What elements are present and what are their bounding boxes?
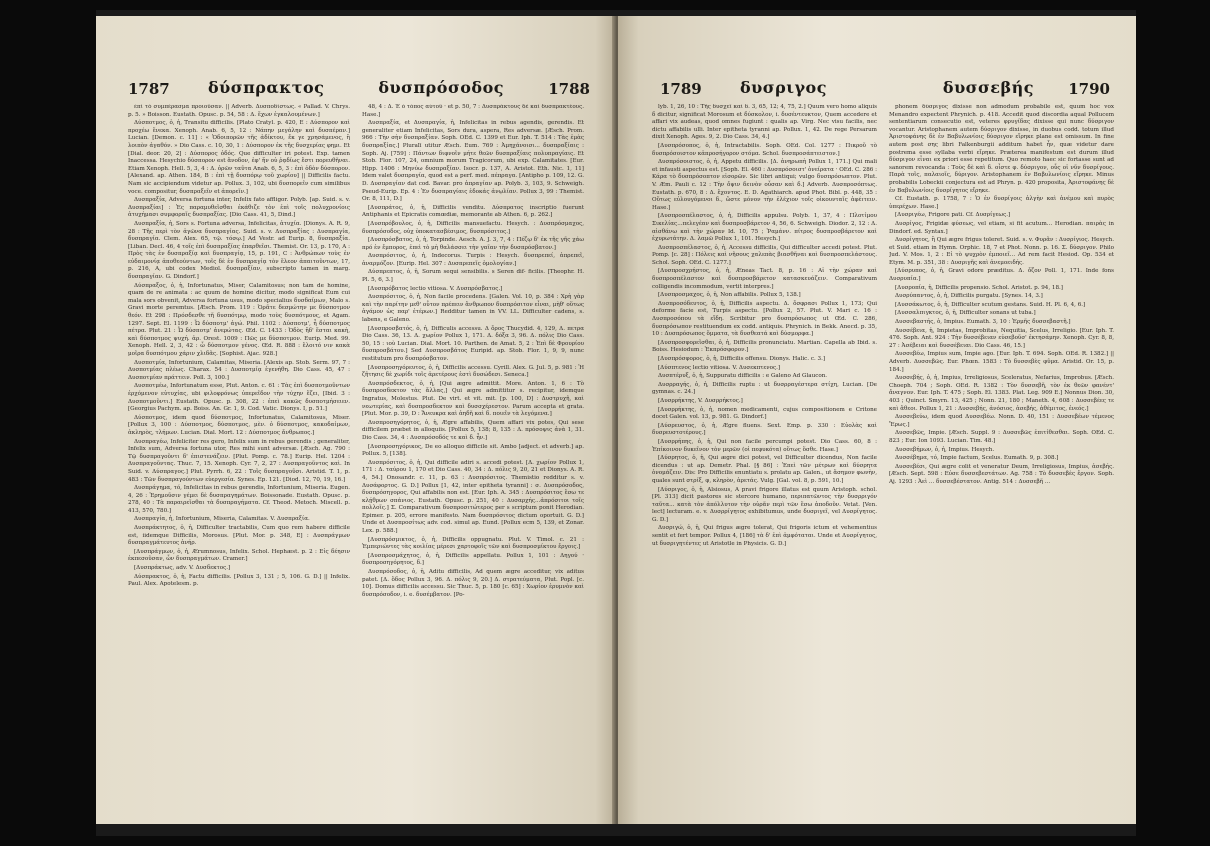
dictionary-entry: Δυσσεβέω, Impius sum, Impie ago. [Eur. Iph. T. 694. Soph. OEd. R. 1382.] || Adverb. Δυσσεβῶς. Eur. Phœn. 1583 : Τὸ δυσσεβὲς φῦμα. Aristid. Or. 15, p. 184.] <box>889 351 1114 373</box>
dictionary-entry: [Δυσπρόσμικτος, ὁ, ἡ, Difficilis oppugnatu. Plut. V. Timol. c. 21 : Ἐμπεριώντες τὰς κοιλίας μέρεσι χαρτοφοῖς τῶν καὶ δυσπροσμίκτου ἔργοις.] <box>362 536 584 551</box>
dictionary-entry: Δυσπρόσιτος, ὁ, ἡ, Non facile procedens. [Galen. Vol. 10, p. 384 : Χρὴ γὰρ καὶ τὴν παρίτην μεθ' οὗτον πρέπειν ἄνθρωπον δυσπρόσιτον εἶναι, μὴθ' οὕτως ἀγάμον ὡς παρ' ἐτέρων.] Redditur tamen in VV. LL. Difficulter cadens, s. labens, e Galeno. <box>362 294 584 324</box>
dictionary-entry: Δυσσεβαστής, ὁ, Impius. Eumath. 3, 10 : Ἑρμῆς δυσσεβαστῆ.] <box>895 319 1071 326</box>
dictionary-entry: [Δύσριγος, ὁ, ἡ, Alsiosus, A pravi frigore illatus est quum Aristoph. schol. [Pl. 313] dicit pastores sic stercore humano, περιπατῶντος τὴν δυσρριγόν ταῦτα... κατὰ τὸν ἀπόλλυτον τὴν οὐρᾶν περὶ τῶν ἔσω ἀποδοῦν. Vetat. [Ven. lect] lecturam. e. v. Δυσρρίγητος exhibitumus, unde δυσριγεῖ, vel Δυσρίγητος. G. D.] <box>652 486 877 523</box>
right-page <box>618 16 1136 824</box>
dictionary-entry: 48, 4 : Δ. Ἑ ὁ τόπος αὐτοῦ · et p. 50, 7 : Δυσπράκτους δὲ καὶ δυσπρακτέους. Hase.] <box>362 104 584 118</box>
dictionary-entry: Δυσσεβέσι, Qui ægre colit et veneratur Deum, Irreligiosus, Impius, ἀσεβής. [Æsch. Sept. 598 : Εὐσε δυσσεβεστάτων. Ag. 758 : Τὸ δυσσεβὲς ἔργον. Soph. Aj. 1293 : Ἀεὶ ... δυσσεβέστατον. Antig. 514 : Δυσσεβῆ ... <box>889 463 1114 485</box>
dictionary-entry: [Δυσπροσμαχος, ὁ, ἡ, Non affabilis. Pollux 5, 138.] <box>658 292 801 299</box>
dictionary-entry: [Δυσσαλπιγκτος, ὁ, ἡ, Difficulter sonans ut tuba.] <box>895 310 1036 317</box>
dictionary-entry: Δυσσεβήμων, ὁ, ἡ, Impius. Hesych. <box>895 446 995 453</box>
dictionary-entry: Δυσρίγητος, ἢ Qui ægre frigus toleret. Suid. s. v. Φυρᾶν : Δυσρίγιος. Hesych. et Suid. etiam in Hymn. Orphic. 18, 7 et Phot. Nonn. p. 16. Σ. δύσριγον. Philo Jud. V. Mos. 1, 2 : Εἰ τὸ ψυχρὸν ἐμποιεῖ... Ad rem facit Hesiod. Op. 534 et Etym. M. p. 351, 38 : Δυσριγῆς καὶ ἀνεμοειδής. <box>889 237 1114 266</box>
text-column <box>889 104 1114 792</box>
dictionary-entry: Δυσπράκτητος, ὁ, ἡ, Difficulter tractabilis, Cum quo rem habere difficile est, iidemque Difficilis, Morosus. [Plut. Mor. p. 348, E] : Δυσπράγμων δυσπραγμάτευτος ἀνήρ. <box>128 525 350 547</box>
dictionary-entry: Δυσποτμία, Infortunium, Calamitas, Miseria. [Alexis ap. Stob. Serm. 97, 7 : Δυσποτμίας πλέως. Charax. 54 : Δυσποτμίᾳ ἐγενήθη. Dio Cass. 45, 47 : Δυσποτμίαν πράττειν. Poll. 3, 100.] <box>128 359 350 381</box>
dictionary-entry: Δυσσέβεια, ἡ, Impietas, Improbitas, Nequitia, Scelus, Irreligio. [Eur. Iph. T. 476. Soph. Ant. 924 : Τὴν δυσσέβειαν εὐσεβοῦσ' ἐκτησάμην. Xenoph. Cyr. 8, 8, 27 : Ἀσέβειαι καὶ δυσσέβειαι. Dio Cass. 46, 15.] <box>889 327 1114 349</box>
dictionary-entry: Δυσπραξία, et Δυσπραγία, ἡ, Infelicitas in rebus agendis, gerendis. Et generaliter etiam Infelicitas, Sors dura, aspera, Res adversæ. [Æsch. Prom. 966 : Τὴν σὴν δυσπραξίαν. Soph. OEd. C. 1399 et Eur. Iph. T. 514 : Τὰς ἐμὰς δυσπραξίας.] Pluralī utitur Æsch. Eum. 769 : Ἀμηχάνοισι... δυσπραξίαις : Soph. Aj. [759] : Πάντων διφνοῖν μήτε θεῶν δυσπραξίαις πολυπραγίαις. Et Stob. Flor. 107, 24, omnium morum Tragicorum, ubi exp. Calamitates. [Eur. Hipp. 1406 : Μηνύω δυσπραξίαν. Isocr. p. 137, A. Aristot. Eth. Nic. 1, 11] Idem valet δυσπραγία, quod est a perf. med. πέπραγα. [Antipho p. 109, 12. G. D. Δυσπραγίαν dat cod. Bavar. pro ἀπραγίαν ap. Polyb. 3, 103, 9. Schweigh. Pseud-Eurip. Ep. 4 : Ἐν δυσπραγίαις ἐδοκάς ἀνῳλίαν. Pollux 3, 99 : Themist. Or. 8, 111, D.] <box>362 120 584 203</box>
dictionary-entry: Δυσποτμέω, Infortunatum esse, Plut. Anton. c. 61 : Τὰς ἐπὶ δυσποτμοῦντων ἐρχόμενον εὐτυχίας, ubi φιλοφρόνως ὑπερεῖδον τὴν τύχην ἔζει, [Ibid. 3 : Δυσποτμοῦντι.] Eustath. Opusc. p. 308, 22 : ἐπεὶ κακῶς δυσποτμήσειεν. [Georgius Pachym. ap. Boiss. An. Gr. 1, 9. Cod. Vatic. Dionys. I, p. 51.] <box>128 383 350 413</box>
dictionary-entry: Δύσποτμος, ὁ, ἡ, Transitu difficilis. [Plato Cratyl. p. 420, E : Δύσπορον καὶ προχέω ἔνεκα. Xenoph. Anab. 6, 5, 12 : Νάπην μεγάλην καὶ δυσπέραν.] Lucian. [Demon. c. 11] : « Ὁδοιπορῶν τῆς ἀδίκτου, ἔκ γε χρησάμενος, ἢ λοιπὸν ἀγαθόν. » Dio Cass. c. 10, 30, 1 : Δύσπορον ἐκ τῆς δυσχερίας φημι. Et [Dial. deor. 20, 2] : Δύσπορος ὁδός. Que difficulter iri potest. Exp. tamen Inaccessa. Hesychio δύσπορον est ἄνοδον, ἐφ' ἥν οὐ ῥᾳδίως ἔστι πορευθῆναι. Etiam Xenoph. Hell. 5, 3, 4 : Δ. ὀρῶν ταῦτα Anab. 6, 5, 3 : ἐπὶ ὁδὸν δύσπορον. [Alexand. ap. Athen. 184, B : ἐπὶ τῇ δυσπόρῳ τοῦ χωρίου] || Difficilis factu. Nam sic accipiendum videtur ap. Pollux. 3, 102, ubi δυσπορεῖν cum similibus voce. compositur, δυσπραξεῖν et ἀπορεῖν.] <box>128 120 350 195</box>
page-number: 1788 <box>548 80 590 98</box>
dictionary-entry: [Δυσπροσπέλαστος, ὁ, ἡ, Difficilis appulsu. Polyb. 1, 37, 4 : Πλοτίμου Σικελίας...πελεγέαν καὶ δυσπροσβάρετον 4, 56, 6. Schweigh. Diodor. 2, 12 : Δ. αἰσθάνω καὶ τὴν χώραν Id. 10, 75 ; Ῥαμάνν. πίτρος δυσπροσβάρετον καὶ ἐχυρωτάτην. Δ. λαμῶ Pollux 1, 101. Hesych.] <box>652 213 877 243</box>
dictionary-entry: Δυσπραγέω, Infeliciter res gero, Infelix sum in rebus gerendis ; generaliter, Infelix sum, Adversa fortuna utor, Res mihi sunt adversæ. [Æsch. Ag. 790 : Τῷ δυσπραγοῦντι δ' ἐπιστενάζειν. [Plut. Pomp. c. 78.] Eurip. Hel. 1204 : Δυσπραγοῦντας. Thuc. 7, 15. Xenoph. Cyr. 7, 2, 27 : Δυσπραγοῦντος καὶ. In Suid. v. Δύσπραγος.] Plut. Pyrrh. 6, 22 : Τοῖς δυσπραγοῦσι. Aristid. T. 1, p. 483 : Τῶν δυσπραγούντων εὐεργεσία. Synes. Ep. 121. [Diod. 12, 70, 19, 16.] <box>128 438 350 483</box>
dictionary-entry: [Δύσρητος, ὁ, ἡ, Qui ægre dici potest, vel Difficulter dicendus, Non facile dicendus : ut ap. Demetr. Phal. [§ 86] : Ἐπεὶ τῶν μέτρων καὶ δύσρητα ὀνομάζειν. Dis: Pro Difficilis enuntiatu s. prolatu ap. Galen., ut ἄσημον φωνὴν, quales sunt στρίξ, φ, κληρὸν, ἀρετάς. Vulg. [Gal. vol. 8, p. 591, 10.] <box>652 455 877 484</box>
dictionary-entry: Δύσποτμος, idem quod δύσποτμος, Infortunatus, Calamitosus, Miser. [Pollux 3, 100 : Δύσποτμος, δύσποτμος, μὲν. ὁ δύσποτμος, κακοδαίμων, ἀκληρὸς, τλήμων. Lucian. Dial. Mort. 12 : Δύσποτμος ἄνθρωπος.] <box>128 414 350 436</box>
running-headword: δυσριγος <box>740 78 827 97</box>
left-page-header <box>122 78 590 100</box>
dictionary-entry: Δυσπροσπέλαστος, ὁ, ἡ, Accessu difficilis, Qui difficulter accedi potest. Plut. Pomp. [c. 28] : Πόλεις καὶ νῆσους χαλεπὰς βιασθῆναι καὶ δυσπροσπελάστους. Schol. Soph. OEd. C. 1277.] <box>652 244 877 266</box>
dictionary-entry: lyb. 1, 26, 10 : Τῆς δυσχεῖ καὶ δ. 3, 65, 12; 4, 75, 2.] Quum vero homo aliquis δ dicitur, significat Morosum et δύσκολον, i. δυσέντευκτον, Quem accedere et affari vix audeas, quod omnes fugiunt : qualis ap. Virg. Nec visu facilis, nec dictu affabilis ulli. Inter epitheta tyranni ap. Pollux. 1, 42. De rege Persarum dixit Xenoph. Ages. 9, 2. Dio Cass. 34, 4.] <box>652 104 877 141</box>
dictionary-entry: Δυσρύπαντος, ὁ, ἡ, Difficilis purgatu. [Synes. 14, 3.] <box>895 293 1043 300</box>
dictionary-entry: [Δυσπράκτως, adv. V. Δυσδεκτος.] <box>134 565 231 572</box>
dictionary-entry: ἐπὶ τὸ συμπέρασμα προιοῦσαν. || Adverb. Δυσποδίστως. « Pallad. V. Chrys. p. 5. » Boisson. Eustath. Opusc. p. 54, 58 : Δ. ἔχων ἐγκαλουμένων.] <box>128 104 350 118</box>
dictionary-entry: Δυσπράγημα, τό, Infelicitas in rebus gerendis, Infortunium, Miseria. Eugen. 4, 26 : Ἐρημοῦσιν γέμει δὲ δυσπραγημάτων. Boissonade. Eustath. Opusc. p. 278, 40 : Τὰ παραιρεῖσθαι τὰ δυσπραγήματα. Cf. Theod. Metoch. Miscell. p. 413, 570, 780.] <box>128 485 350 514</box>
open-book <box>96 10 1136 836</box>
dictionary-entry: [Δυσπροσχρήστος, ὁ, ἡ, Æneas Tact. 8, p. 16 : Αἱ τὴν χώραν καὶ δυσπροσπέλαστον καὶ δυσπροσβάρετον κατασκευάζειν. Comparativum colligendis incommodum, vertit interpres.] <box>652 268 877 290</box>
dictionary-entry: phonem δύσριγος dixisse non admodum probabile est, quum hoc vox Menandro expectent Phrynich. p. 418. Accedit quod discordia aqual Pollucem sententiarum consecutio est, veteres φρυγίδας dixisse qui nunc δύσριγον vocantur. Aristophanem autem δύσριγον dixisse, in duobus codd. totum illud Ἀριστοφάνης δὲ ἐν Βαβυλωνίοις δύσριγον εἴρηκε plane est omissum. In fine autem post σης libri Falkenburgii additum habet ἦν, quæ videtur dare postrema esse syllaba verbi εἴρηκε. Præterea manifestum est durum illud δύσριγον εἶναι ex priori esse repetitum. Quo remoto haec sic fortasse sunt ad sanorem revocanda : Τοὺς δὲ καὶ δ. οἶστε φ. δύσριγον, οὖς οἱ νῦν δυσρίγους. Παρὰ τοῖς, παλαιοῖς, δύριγον. Aristophanem ἐν Βαβυλωνίοις εἴρηκε. Minus probabilis Lobeckii conjectura est ad Phryn. p. 420 proposita, Ἀριστοφάνης δὲ ἐν Βαβυλωνίοις δυσρίγητος εἴρηκε. <box>889 104 1114 194</box>
text-column <box>128 104 350 792</box>
dictionary-entry: [Δυσπρόσβατος, ὁ, ἡ, Torpinde. Aesch. A. J. 3, 7, 4 : Πέζῳ δ' ἐκ τῆς γῆς χάω πρό ἑν ἔμπορος, ἐπεὶ τὸ μὴ θαλάσσει τὴν γαῖαν τὴν δυσπρόσβατον.] <box>362 237 584 251</box>
running-headword: δυσσεβής <box>942 78 1034 97</box>
dictionary-entry: [Δυσροπία, ἡ, Difficilis propensio. Schol. Aristot. p. 94, 18.] <box>895 284 1063 291</box>
dictionary-entry: [Δύσπτενος lectio vitiosa. V. Δυσεκπτενος.] <box>658 364 781 371</box>
dictionary-entry: [Δυσπροσηγόρικος, De eo alloquo difficile sit. Ambo [adject. et adverb.] ap. Pollux. 5, [138]. <box>362 443 584 458</box>
dictionary-entry: [Δυσπρόβατος lectio vitiosa. V. Δυσπρόσβατος.] <box>368 285 503 292</box>
right-page-header <box>644 78 1110 100</box>
dictionary-entry: [Δυσσάκωτος, ὁ, ἡ, Difficulter scutum gestans. Suid. H. Pl. 6, 4, 6.] <box>895 301 1086 308</box>
right-page-columns <box>652 104 1114 792</box>
dictionary-entry: Cf. Eustath. p. 1758, 7 : Ὁ ἐν δυσρίγοις ἀλγὴν καὶ ἀνέμου καὶ πυρὸς ὑπερέχων. Hase.] <box>889 196 1114 210</box>
dictionary-entry: Δυσριγώ, ὁ, ἡ, Qui frigus ægre tolerat, Qui frigoris ictum et vehementius sentit et fert tempor. Pollux 4, [186] τὰ δ' ἐπὶ ἀμφόταται. Unde et Δυσρίγητος, ut δυσριγητέντες ut Aristotle in Physicis. G. D.] <box>652 525 877 547</box>
dictionary-entry: [Δυσρρήπης, ὁ, ἡ, Qui non facile percumpi potest. Dio Cass. 60, 8 : Ἐπίκοινον δυκεῖνον τὸν μερῶν (οἱ πεφυκότα) οὕτως ὅσθε. Hase.] <box>652 438 877 453</box>
dictionary-entry: [Δυσπράγμων, ὁ, ἡ, Ærumnosus, Infelix. Schol. Hephæst. p. 2 : Εἰς δέησιν ἐκπεσοῦσαν, ὧν δυσπραγμάτων. Cramer.] <box>128 548 350 563</box>
dictionary-entry: Δυσρίγος, Frigidæ φύσεως, vel etiam, si fit acutum... Herodian. παιρὰς in Dindorf. ed. Syntax.] <box>889 220 1114 235</box>
dictionary-entry: Δυσπτέρυξ, ὁ, ἡ, Suppuratu difficilis : e Galeno Ad Glaucon. <box>658 373 828 380</box>
text-column <box>652 104 877 792</box>
dictionary-entry: [Δυσπρόσφορος, ὁ, ἡ, Difficilis offensu. Dionys. Halic. c. 3.] <box>658 356 826 362</box>
dictionary-entry: Δυσρραγής, ὁ, ἡ, Difficilis ruptu : ut δυσρραγέστερα στίχη, Lucian. [De gymnas. c. 24.] <box>652 381 877 396</box>
page-number: 1789 <box>660 80 702 98</box>
dictionary-entry: Δυσπρόσοιστος, ὁ, ἡ, Appetu difficilis. [Δ. ἀνηρωπὴ Pollux 1, 171.] Qui mali et infausti aspectus est. [Soph. El. 460 : Δυσπρόσοιστ' ὀνείρατα · OEd. C. 286 : Κάρα τὸ δυσπρόσοπτον εἰσορῶν. Sic libri antiqui; vulgo δυσπρόσωπτον. Plut. V. Æm. Pauli c. 12 : Τὴν ὄψιν δεινὸν οὖσαν καὶ δ.] Adverb. Δυσπροσόπτως. Eustath. p. 670, 8 : Δ. ἔχοντος. E. D. Agathiarch. apud Phot. Bibl. p. 448, 35 : Οὔτως εὐλουγόμενοι δ., ὥστε μόνον τὴν ἐλέχιον τοῖς οἰκουνταῖς ἀφέιτειν. Hase.] <box>652 159 877 211</box>
running-headword: δυσπρόσοδος <box>378 78 504 97</box>
dictionary-entry: [Δυσπρόβουλος, ὁ, ἡ, Difficilis mansuefactu. Hesych. : Δυσπρόσμαχος, δυσπρόσοδος, οὐχ ὑποκατασβέσιμος, δυσπρόσιτος.] <box>362 220 584 235</box>
dictionary-entry: Δύσπρεπτος, ὁ, ἡ, Sorum sequi sensibilis. s Seren dif- ficilis. [Theophr. H. Pl. 5, 6, 3.] <box>362 269 584 284</box>
dictionary-entry: [Δύσρυπος, ὁ, ἡ, Gravi odore præditus. Δ. ὄζον Poll. 1, 171. Inde fons Δυσρυπία.] <box>889 268 1114 283</box>
dictionary-entry: Δυσπραξία, Adversa fortuna inter, Infelix fato affligor. Polyb. [ap. Suid. s. v. Δυσπραξίαι] : Ἐς παραμυθεῖσθαι ἐκάθιζε τὸν ἐπὶ τοῖς πολυχρονίοις ἀτυχήμασι συμφοραῖς δυσπραξίας. [Dio Cass. 41, 5, Dind.] <box>128 197 350 219</box>
dictionary-entry: Δυσπραξία, ἡ, Sors s. Fortuna adversa, Infelicitas, ἀτυχία. [Dionys. A. R. 9, 28 : Τῆς περὶ τὸν ἀγῶνα δυσπραγίας. Suid. s. v. Δυσπραξίας : Δυσπραγία, δυσπραγία. Clem. Alex. 65, τῷ. τόσῳ.] Ad Vestr. ad Eurip. 8, δυσπραξία. [Liban. Decl. 46, 4 τοῖς ἐπὶ δυσπραξίας ἐπαρθεῖσι. Themist. Or. 13, p. 170, A : Πρὸς τὰς ἐν δυσπραξίᾳ καὶ δυσπραγίᾳ, 15, p. 191, C : Ἀνθρώπων τοὺς ἐν εὐδαιμονίᾳ ἀποθεούντων, τοῖς δὲ ἐν δυσπραγίᾳ τὸν ἔλεον ἀπαιτοῦντων, 17, p. 216, A, ubi codex Mediol. δυσπραξίαν, subscripto tamen in marg. δυσπραγίαν. G. Dindorf.] <box>128 220 350 281</box>
text-column <box>362 104 584 792</box>
dictionary-entry: [Δυσπρόσοπος, ὁ, ἡ, Intractabilis. Soph. OEd. Col. 1277 : Πικροῦ τὸ δυσπρόσοιστον κἀπροσήγορον στόμα. Schol. δυσπροσάπτειστον.] <box>652 142 877 157</box>
page-number: 1787 <box>128 80 170 98</box>
left-page <box>96 16 616 824</box>
dictionary-entry: Δυσσεβής, ὁ, ἡ, Impius, Irreligiosus, Sceleratus, Nefarius, Improbus. [Æsch. Choeph. 704 ; Soph. OEd. R. 1382 : Τὸν δυσσεβῆ, τὸν ἐκ θεῶν φανέντ' ἄναγνον. Eur. Iph. T. 475 ; Soph. El. 1383. Plat. Leg. 909 E.] Nonnus Dion. 30, 403 ; Quinct. Smyrn. 13, 425 ; Nonn. 21, 180 ; Maneth. 4, 608 : Δυσσεβέες τε καὶ ἄθεοι. Pollux 1, 21 : Δυσσεβής, ἀνόσιος, ἀσεβής, ἀθέμιτος, ἐνεός.] <box>889 375 1114 412</box>
dictionary-entry: Δυσσέβημα, τό, Impie factum, Scelus. Eumath. 9, p. 308.] <box>895 455 1059 462</box>
dictionary-entry: Δύσπρακτος, ὁ, ἡ, Factu difficilis. [Pollux 3, 131 ; 5, 106. G. D.] || Infelix. Paul. Alex. Apotelesm. p. <box>128 573 350 588</box>
page-number: 1790 <box>1068 80 1110 98</box>
dictionary-entry: Δυσπρόσιτος, ὁ, ἡ, Indecorus. Turpis : Hesych. δυσπρεπεί, ἀπρεπεῖ, ἀναρμόζον. [Eurip. Hel. 307 : Δυσπρεπεῖς ὁμολογίαν.] <box>362 253 584 267</box>
dictionary-entry: Δυσπροσηγόρητος, ὁ, ἡ, Ægre affabilis, Quem affari vix potes, Qui sese difficilem præbet in alloquiis. [Pollux 5, 138; 8, 135 : Δ. πρόσοψις ἀνὰ 1, 31. Dio Cass. 34, 4 : Δυσπρόσοδός τε καὶ δ. ἦν.] <box>362 419 584 441</box>
dictionary-entry: Δυσπραγία, ἡ, Infortunium, Miseria, Calamitas. V. Δυσπραξία. <box>134 516 310 523</box>
dictionary-entry: [Δύσρευστος, ὁ, ἡ, Ægre fluens. Sext. Emp. p. 330 : Εὐολὰς καὶ δυσρευστοτέρους.] <box>652 422 877 437</box>
dictionary-entry: Δυσσεβεύω, idem quod Δυσσεβέω. Nonn. D. 40, 151 : Δυσσεβέων τέμενος Ἔρως.] <box>889 414 1114 428</box>
dictionary-entry: [Δυσπροσμάχητος, ὁ, ἡ, Difficilis appellatu. Pollux 1, 101 : Δηγού · δυσπροσηγόρητος, δ.] <box>362 552 584 567</box>
dictionary-entry: Δυσπρόσοδος, ὁ, ἡ, Aditu difficilis, Ad quem ægre acceditur, vix aditus patet. [Δ. ὅδος Pollux 3, 96. Δ. πόλις 9, 20.] Δ. στρατεύματα, Plut. Popl. [c. 10]. Domus difficilis accessu. Sic Thuc. 5, p. 180 [c. 65] : Χωρίον ἐρυμνὸν καὶ δυσπρόσοδον, i. e. δυσέμβατον. [Po- <box>362 569 584 598</box>
dictionary-entry: Δύσπραξος, ὁ, ἡ, Infortunatus, Miser, Calamitosus; non tam de homine, quam de re animata : ac quum de homine dicitur, modo significat Eum cui mala sors obvenit, Adversa fortuna usus, modo specialius δυσδαίμων, Malo s. Gravi morte peremtus. [Æsch. Prom. 119 : Ὁρᾶτε δεσμώτην με δύσποτμον θεόν. Et 298 : Πρόσδεσθε τῆ δυσπότμῳ, modo τοὺς δυσπότμους, et Agam. 1297. Sept. El. 1199 : Ὦ δύσποτμ' ἀγώ. Phil. 1102 : Δύσποτμ', ἦ δύσποτμος πέτρα. Plut. 21 : Ὦ δύσποτμ' ἀνερώτας. Œd. C. 1433 : Ὀδὸς ἥδ' ἔσται κακὴ, καὶ δύσποτμος ψυχή. ἀρ. Orest. 1009 : Πῶς με δύσποτμον. Eurip. Med. 99. Xenoph. Hell. 2, 3, 42 : ὦ δύσποτμον γένος. Œd. R. 888 : ἔλοιτό νιν κακὰ μοῖρα δυσπότμου χάριν χλιδᾶς. [Sophist. Ajac. 928.] <box>128 282 350 357</box>
running-headword: δύσπρακτος <box>208 78 325 97</box>
dictionary-entry: [Δυσπροσφορεῖσθαι, ὁ, ἡ, Difficilis pronunciatu. Martian. Capella ab Ibid. s. Boiss. Hesiodum : Ἐκπρόσφορον.] <box>652 339 877 354</box>
dictionary-entry: Δυσπροσόδευτος, ὁ, ἡ, Difficilis aspectu. Δ. ὅσφρασι Pollux 1, 173; Qui deforme facie est, Turpis aspectu. [Pollux 2, 57. Plut. V. Mari c. 16 : Δυσπροσόπου τὰ εἴδη. Scribitur pro δυσπρόσωπος ut Œd. C. 286, δυσπρόσωπον restituendum ex codd. antiquis. Phrynich. in Bekk. Anecd. p. 35, 10 : Δυσπρόσωπος ὄμματα, τὰ δυσθεατά καὶ δύσμορφα.] <box>652 300 877 338</box>
dictionary-entry: Δυσσεβῶς, Impie. [Æsch. Suppl. 9 : Δυσσεβῶς ἐπιτίθεσθαι. Soph. OEd. C. 823 ; Eur. Ion 1093. Lucian. Tim. 48.] <box>889 430 1114 444</box>
dictionary-entry: [Δυσριγέω, Frigore pati. Cf. Δυσρίγεως.] <box>895 212 1011 219</box>
left-page-columns <box>128 104 584 792</box>
dictionary-entry: Δυσπρόσιτος, ὁ, ἡ, Qui difficile adiri s. accedi potest. [Δ. χωρίον Pollux 1, 171 : Δ. ταύρου 1, 170 et Dio Cass. 40, 34 : Δ. πόλις 9, 20, 21 et Dionys. A. R. 4, 54.] Onosandr. c. 11, p. 63 : Δυσπρόσιτος. Themistio redditur s. v. Δυσάφορτος. G. D.] Pollux [1, 42, inter epitheta tyranni] : σ. Δυσπρόσοδος, δυσπρόσηγορος, Qui affabilis non est. [Eur. Iph. A. 345 : Δυσπρόσιτος ἔσω τε κλῄθρων σπάνιος. Eustath. Opusc. p. 251, 40 : Δυσαρχής...ἀπρόσιτοι τοῖς πολλοῖς.] Σ. Comparativum δυσπροσιτώτερος per s scriptum ponit Herodian. Epimer. p. 205, errore manifesto. Nam δυσπρόσιτος dictum oportuit. G. D.] Unde et Δυσπροσίτως adv. cod. simul ap. Eund. [Pollux ecm 5, 139, et Zonar. Lex. p. 588.] <box>362 459 584 535</box>
dictionary-entry: [Δυσρρήκτης, ὁ, ἡ, nomen medicamenti, cujus compositionem e Critone docet Galen. vol. 13, p. 981. G. Dindorf.] <box>652 406 877 421</box>
dictionary-entry: [Δυσπροσηγόρευτος, ὁ, ἡ, Difficilis accessu. Cyrill. Alex. G. Jul. 5, p. 981 : Ἡ ζῆτησις δὲ χωρίδι τοῖς ἀρετέρους ἐστὶ δυσώδεσι. Seneca.] <box>362 364 584 379</box>
dictionary-entry: [Δυσπροσβατός, ὁ, ἡ, Difficulis accessu. Δ ὅρος Thucydid. 4, 129, Δ. πετρα Dio Cass. 36, 13. Δ. χωρίον Pollux 1, 171. Δ. δόξα 3, 96. Δ. πόλις Dio Cass. 50, 15 : ιοὺ Lucian. Dial. Mort. 10. Parthen. de Amat. 5, 2 : Ἐπὶ δὲ Φρουρίου δυσπροσβάτου.] Sed Δυσπροσβάτος Euripid. ap. Stob. Flor. 1, 9, 9, nunc restitutum pro δυσπρόσβατον. <box>362 325 584 362</box>
dictionary-entry: [Δυσπράτος, ὁ, ἡ, Difficilis venditu. Δύσπρατος inscriptio fuerunt Antiphanis et Epicratis comœdiæ, memorante ab Athen. 6, p. 262.] <box>362 204 584 219</box>
dictionary-entry: Δυσπρόσδεκτος, ὁ, ἡ, [Qui ægre admittit. More. Anton. 1, 6 : Τὸ δυσπροσδεκτον τὰς ἄλλας,] Qui ægre admittitur s. recipitur, idemque Ingratus, Molestus. Plut. De virt. et vit. mit. [p. 100, D] : Δυστρυχῆ, καὶ νεωτερίας, καὶ δυσπροσδεκτον καὶ δυσσχέρεστον. Parum accepta et grata. [Plut. Mor. p. 39, D : Ἄνευκρα καὶ ἀηδῆ καὶ δ. ποιεῖν τὰ λεγόμενα.] <box>362 380 584 418</box>
dictionary-entry: [Δυσρρήκτης, V. Δυσρρήκτος.] <box>658 397 743 404</box>
